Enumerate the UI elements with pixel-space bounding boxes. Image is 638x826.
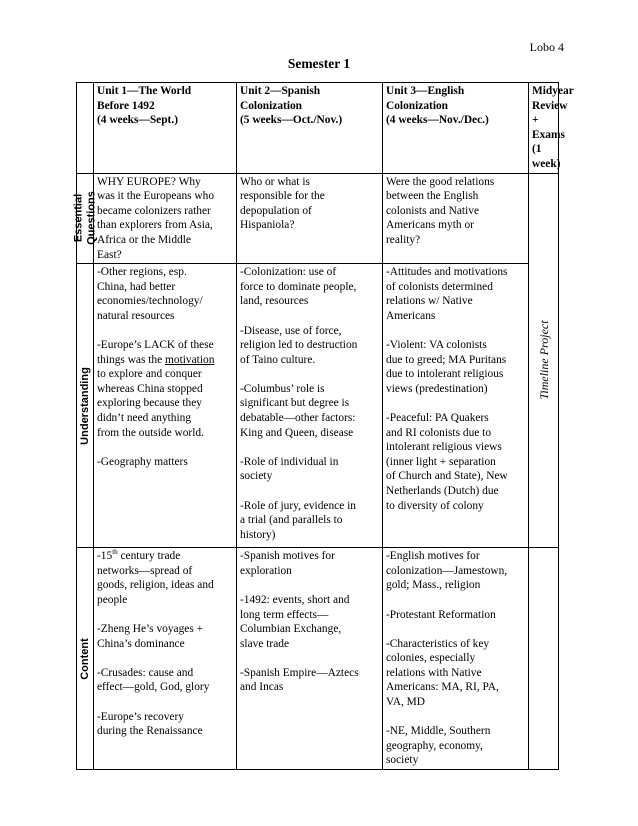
cell-line: effect—gold, God, glory [97,681,210,694]
header-line: Before 1492 [97,99,155,112]
cell-line: force to dominate people, [240,280,357,293]
cell-line: WHY EUROPE? Why [97,175,201,188]
cell-midyear-timeline [529,173,559,548]
cell-line: -Geography matters [97,455,188,468]
header-line: Colonization [386,99,449,112]
cell-line: networks—spread of [97,564,193,577]
cell-line: -Crusades: cause and [97,666,194,679]
corner-cell [77,83,94,174]
cell-line: -Attitudes and motivations [386,266,508,279]
cell-line: -Other regions, esp. [97,266,187,279]
cell-line: from the outside world. [97,426,204,439]
header-line: Unit 1—The World [97,85,192,97]
cell-line: Americans: MA, RI, PA, [386,681,499,694]
cell-line: -Europe’s recovery [97,710,184,723]
text-run: century trade [117,550,181,563]
cell-line: -Violent: VA colonists [386,339,487,352]
cell-line: people [97,593,128,606]
cell-line: depopulation of [240,204,312,217]
header-line: Exams [532,128,565,141]
understanding-row [77,264,559,548]
cell-line: long term effects— [240,608,329,621]
cell-line: slave trade [240,637,290,650]
cell-line: economies/technology/ [97,295,203,308]
cell-line: reality? [386,233,421,246]
cell-content-unit3 [383,548,529,770]
cell-line: whereas China stopped [97,382,203,395]
superscript: th [112,548,118,557]
text-run: -15 [97,550,113,563]
cell-line: a trial (and parallels to [240,514,343,527]
header-row [77,83,559,174]
header-line: Midyear [532,85,574,97]
cell-content-unit1 [94,548,237,770]
cell-line: Hispaniola? [240,219,295,232]
cell-line: -English motives for [386,550,480,563]
column-header-unit3 [383,83,529,174]
cell-line: VA, MD [386,696,426,709]
cell-content-unit2 [237,548,383,770]
cell-line: -Spanish motives for [240,550,335,563]
header-line: Colonization [240,99,303,112]
cell-line: geography, economy, [386,739,483,752]
cell-line: gold; Mass., religion [386,579,481,592]
cell-line: China’s dominance [97,637,185,650]
cell-line: -Colonization: use of [240,266,337,279]
cell-line: and RI colonists due to [386,426,492,439]
cell-line: between the English [386,190,479,203]
cell-line: was it the Europeans who [97,190,215,203]
row-label-text [73,191,98,245]
cell-line: relations w/ Native [386,295,473,308]
cell-essential-unit3 [383,173,529,264]
timeline-project-label: Timeline Project [536,320,551,400]
cell-line: debatable—other factors: [240,412,356,425]
cell-line: Who or what is [240,175,310,188]
cell-line: -Characteristics of key [386,637,490,650]
cell-line: to explore and conquer [97,368,202,381]
cell-line: intolerant religious views [386,441,502,454]
label-line: Questions [85,191,97,246]
column-header-midyear [529,83,574,174]
cell-line [97,549,233,564]
cell-line: of Church and State), New [386,470,508,483]
cell-line: significant but degree is [240,397,350,410]
header-line: (4 weeks—Sept.) [97,114,178,127]
cell-line: -Role of jury, evidence in [240,499,356,512]
cell-line: Americans myth or [386,219,474,232]
cell-line: Americans [386,309,436,322]
cell-line: -Peaceful: PA Quakers [386,412,489,425]
header-line: Unit 2—Spanish [240,85,321,97]
label-line: Essential [72,194,85,243]
cell-line: Africa or the Middle [97,233,191,246]
cell-line: society [386,754,419,767]
cell-line: Were the good relations [386,175,495,188]
cell-line: responsible for the [240,190,325,203]
cell-line: colonies, especially [386,652,476,665]
header-line: Review + [532,99,568,127]
essential-questions-row [77,173,559,264]
cell-line: -Spanish Empire—Aztecs [240,666,359,679]
text-run: things was the [97,353,166,366]
cell-line: -Zheng He’s voyages + [97,623,204,636]
cell-line: due to intolerant religious [386,368,504,381]
cell-line: of colonists determined [386,280,493,293]
underlined-word: motivation [165,353,215,366]
cell-line: and Incas [240,681,284,694]
cell-line: of Taino culture. [240,353,316,366]
column-header-unit1 [94,83,237,174]
page-number-header: Lobo 4 [529,40,564,54]
row-label-essential-questions [72,173,97,264]
header-line: (1 week) [532,143,561,170]
column-header-unit2 [237,83,383,174]
row-label-understanding [77,264,94,548]
document-title: Semester 1 [287,56,351,71]
cell-line: -Disease, use of force, [240,324,342,337]
header-line: Unit 3—English [386,85,465,97]
row-label-text: Content [78,637,91,680]
cell-line: history) [240,528,276,541]
cell-line: East? [97,248,122,261]
cell-line: relations with Native [386,666,482,679]
cell-line: (inner light + separation [386,455,496,468]
cell-content-midyear [529,548,559,770]
header-line: (5 weeks—Oct./Nov.) [240,114,343,127]
cell-line: exploration [240,564,292,577]
cell-line: Columbian Exchange, [240,623,342,636]
cell-line: -Role of individual in [240,455,339,468]
cell-line: to diversity of colony [386,499,484,512]
cell-line: -Protestant Reformation [386,608,496,621]
cell-line: exploring because they [97,397,203,410]
cell-understanding-unit2 [237,264,383,548]
cell-line: society [240,470,273,483]
row-label-text: Understanding [78,366,91,445]
cell-line: -Columbus’ role is [240,382,325,395]
cell-line: colonists and Native [386,204,480,217]
content-row [77,548,559,770]
cell-line: during the Renaissance [97,725,203,738]
cell-line: land, resources [240,295,309,308]
cell-line: China, had better [97,280,176,293]
cell-line: than explorers from Asia, [97,219,213,232]
cell-line: colonization—Jamestown, [386,564,508,577]
cell-line: didn’t need anything [97,412,192,425]
cell-line: King and Queen, disease [240,426,354,439]
header-line: (4 weeks—Nov./Dec.) [386,114,489,127]
cell-essential-unit1 [94,173,237,264]
cell-line: religion led to destruction [240,339,358,352]
cell-understanding-unit3 [383,264,529,548]
cell-line: -1492: events, short and [240,593,350,606]
cell-line: due to greed; MA Puritans [386,353,507,366]
cell-line: -NE, Middle, Southern [386,725,491,738]
cell-line: Netherlands (Dutch) due [386,485,499,498]
cell-line: goods, religion, ideas and [97,579,214,592]
curriculum-table [72,82,574,770]
cell-line: views (predestination) [386,382,488,395]
row-label-content [77,548,94,770]
cell-essential-unit2 [237,173,383,264]
cell-line: became colonizers rather [97,204,211,217]
cell-line [97,353,233,368]
cell-understanding-unit1 [94,264,237,548]
cell-line: -Europe’s LACK of these [97,339,214,352]
cell-line: natural resources [97,309,175,322]
